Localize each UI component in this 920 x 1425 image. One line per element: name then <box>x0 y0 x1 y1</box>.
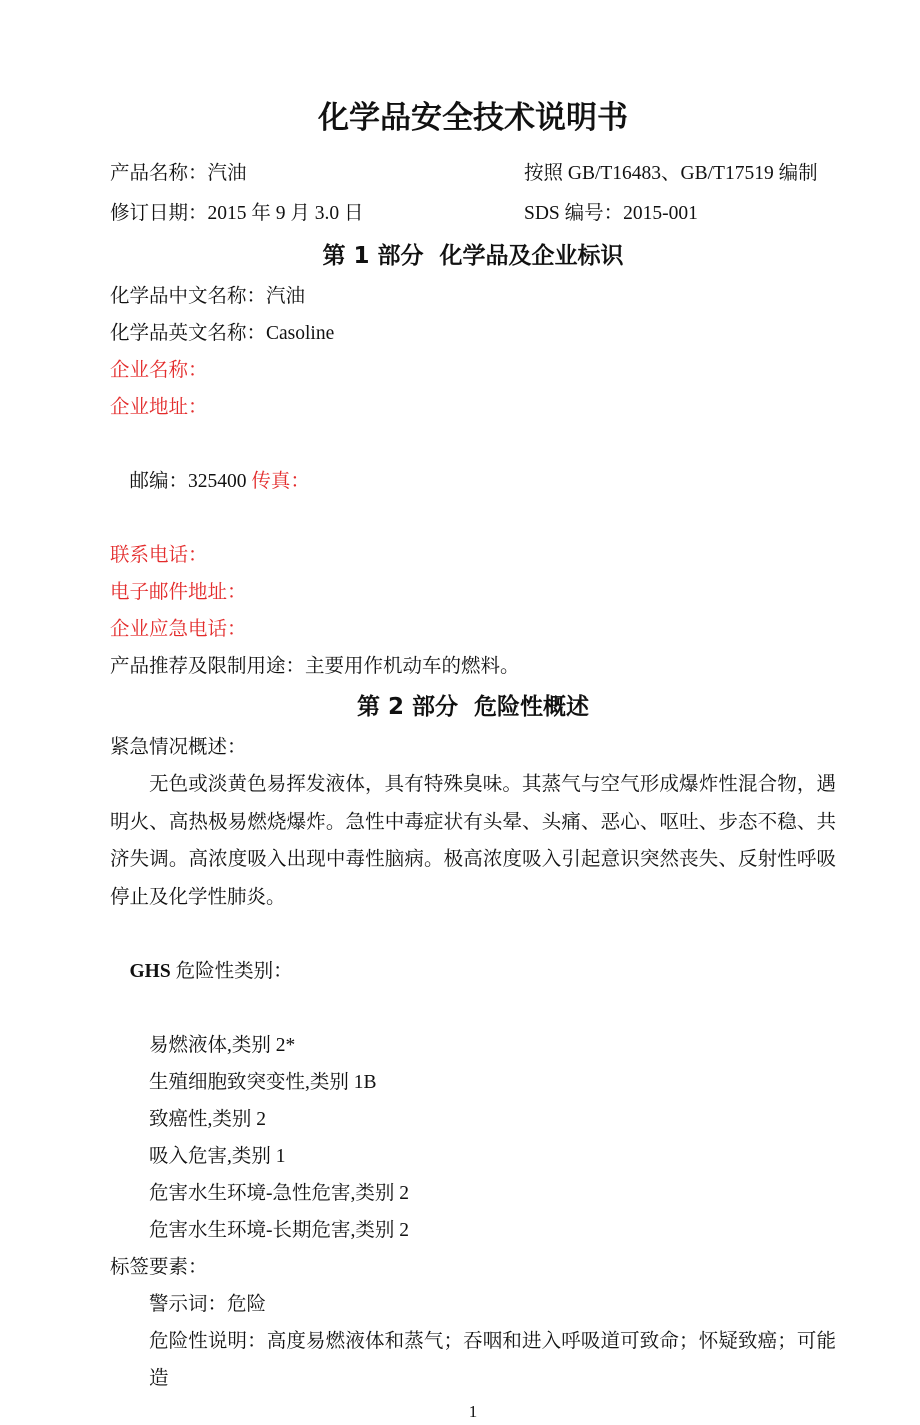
company-address: 企业地址： <box>110 397 208 418</box>
signal-word: 警示词：危险 <box>149 1294 267 1315</box>
label-elements-heading: 标签要素： <box>110 1257 208 1278</box>
sds-number: SDS 编号：2015-001 <box>524 203 698 224</box>
emergency-overview-label: 紧急情况概述： <box>110 737 247 758</box>
page-number: 1 <box>468 1402 478 1421</box>
chemical-en-name: 化学品英文名称：Casoline <box>110 323 335 344</box>
fax-label: 传真： <box>251 471 310 492</box>
ghs-class-item: 吸入危害,类别 1 <box>149 1146 286 1167</box>
ghs-class-item: 致癌性,类别 2 <box>149 1109 267 1130</box>
ghs-class-item: 危害水生环境-长期危害,类别 2 <box>149 1220 409 1241</box>
chemical-cn-name: 化学品中文名称：汽油 <box>110 286 306 307</box>
ghs-hazard-category-label <box>110 916 836 1027</box>
ghs-label-rest: 危险性类别： <box>170 961 293 982</box>
meta-row-2 <box>110 194 836 234</box>
document-title: 化学品安全技术说明书 <box>318 100 628 136</box>
document-meta <box>110 154 836 234</box>
ghs-class-item: 危害水生环境-急性危害,类别 2 <box>149 1183 409 1204</box>
compiled-standard: 按照 GB/T16483、GB/T17519 编制 <box>524 163 818 184</box>
emergency-overview-text: 无色或淡黄色易挥发液体，具有特殊臭味。其蒸气与空气形成爆炸性混合物，遇明火、高热极易燃烧爆炸。急性中毒症状有头晕、头痛、恶心、呕吐、步态不稳、共济失调。高浓度吸入出现中毒性脑病。极高浓度吸入引起意识突然丧失、反射性呼吸停止及化学性肺炎。 <box>110 774 836 908</box>
emergency-phone: 企业应急电话： <box>110 619 247 640</box>
section1-heading: 第 1 部分 化学品及企业标识 <box>322 243 624 269</box>
ghs-class-item: 生殖细胞致突变性,类别 1B <box>149 1072 377 1093</box>
email-address: 电子邮件地址： <box>110 582 247 603</box>
contact-phone: 联系电话： <box>110 545 208 566</box>
recommended-usage: 产品推荐及限制用途：主要用作机动车的燃料。 <box>110 656 520 677</box>
postcode-fax-line <box>110 426 836 537</box>
revision-date: 修订日期：2015 年 9 月 3.0 日 <box>110 203 364 224</box>
postcode: 邮编：325400 <box>129 471 252 492</box>
meta-row-1 <box>110 154 836 194</box>
ghs-class-item: 易燃液体,类别 2* <box>149 1035 296 1056</box>
section2-heading: 第 2 部分 危险性概述 <box>356 694 590 720</box>
company-name: 企业名称： <box>110 360 208 381</box>
product-name: 产品名称：汽油 <box>110 163 247 184</box>
hazard-statement: 危险性说明：高度易燃液体和蒸气；吞咽和进入呼吸道可致命；怀疑致癌；可能造 <box>149 1331 836 1389</box>
ghs-acronym: GHS <box>129 961 171 982</box>
